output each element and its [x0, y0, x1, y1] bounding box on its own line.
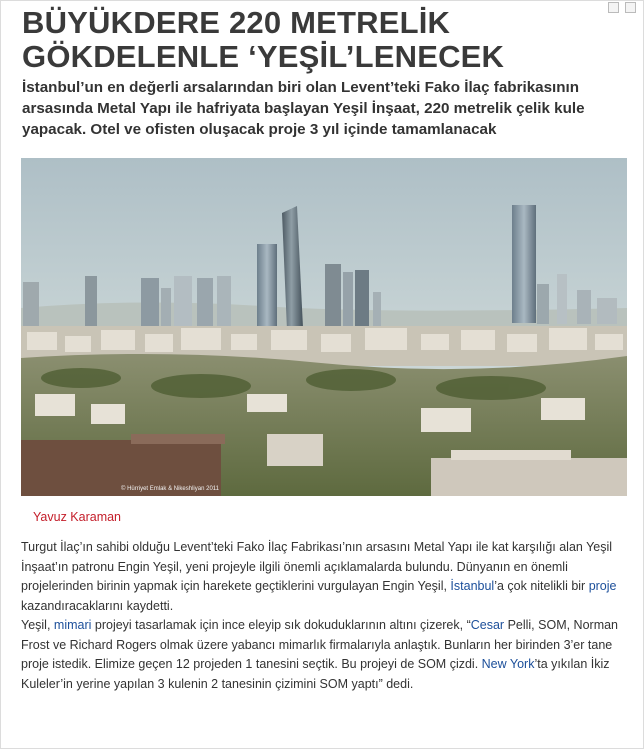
author-name: Yavuz Karaman	[33, 510, 122, 524]
photo-credit: © Hürriyet Emlak & Nikeshliyan 2011	[121, 486, 220, 492]
paragraph-text: kazandıracaklarını kaydetti.	[21, 598, 174, 613]
article-summary: İstanbul’un en değerli arsalarından biri olan Levent’teki Fako İlaç fabrikasının arsasında Metal Yapı ile hafriyata başlayan Yeşil İnşaat, 220 metrelik çelik kule yapacak. Otel ve ofisten oluşacak proje 3 yıl içinde tamamlanacak	[22, 79, 585, 138]
paragraph-text: Turgut İlaç’ın sahibi olduğu Levent’teki Fako İlaç Fabrikası’nın arsasını Metal Yapı ile kat karşılığı alan Yeşil İnşaat’ın patronu Engin Yeşil, yeni projeyle ilgili önemli açıklamalarda bulundu. Dünyanın en önemli projelerinden birinin yapmak için harekete geçtiklerini vurgulayan Engin Yeşil,	[21, 540, 613, 593]
link-mimari[interactable]: mimari	[53, 618, 92, 632]
paragraph-text: projeyi tasarlamak için ince eleyip sık dokuduklarının altını çizerek, “	[91, 618, 471, 632]
paragraph-text: ’a çok nitelikli bir	[494, 579, 589, 593]
article-body	[21, 538, 625, 694]
link-new-york[interactable]: New York	[481, 657, 535, 671]
link-istanbul[interactable]: İstanbul	[450, 579, 495, 593]
article-photo	[21, 158, 627, 496]
link-proje[interactable]: proje	[588, 579, 617, 593]
paragraph-text: ’ta yıkılan İkiz Kuleler’in yerine yapılan 3 kulenin 2 tanesinin çizimini SOM yaptı” dedi.	[21, 657, 610, 691]
article-title: BÜYÜKDERE 220 METRELİK GÖKDELENLE ‘YEŞİL’LENECEK	[22, 5, 505, 74]
paragraph-text: Pelli, SOM, Norman Frost ve Richard Rogers olmak üzere yabancı mimarlık firmalarıyla anlaştık. Bunların her birinden 3’er tane proje istedik. Elimize geçen 12 projeden 1 tanesini seçtik. Bu projeyi de SOM çizdi.	[21, 618, 619, 671]
link-cesar[interactable]: Cesar	[470, 618, 505, 632]
close-icon[interactable]	[625, 2, 636, 13]
paragraph-text: Yeşil,	[21, 618, 54, 632]
